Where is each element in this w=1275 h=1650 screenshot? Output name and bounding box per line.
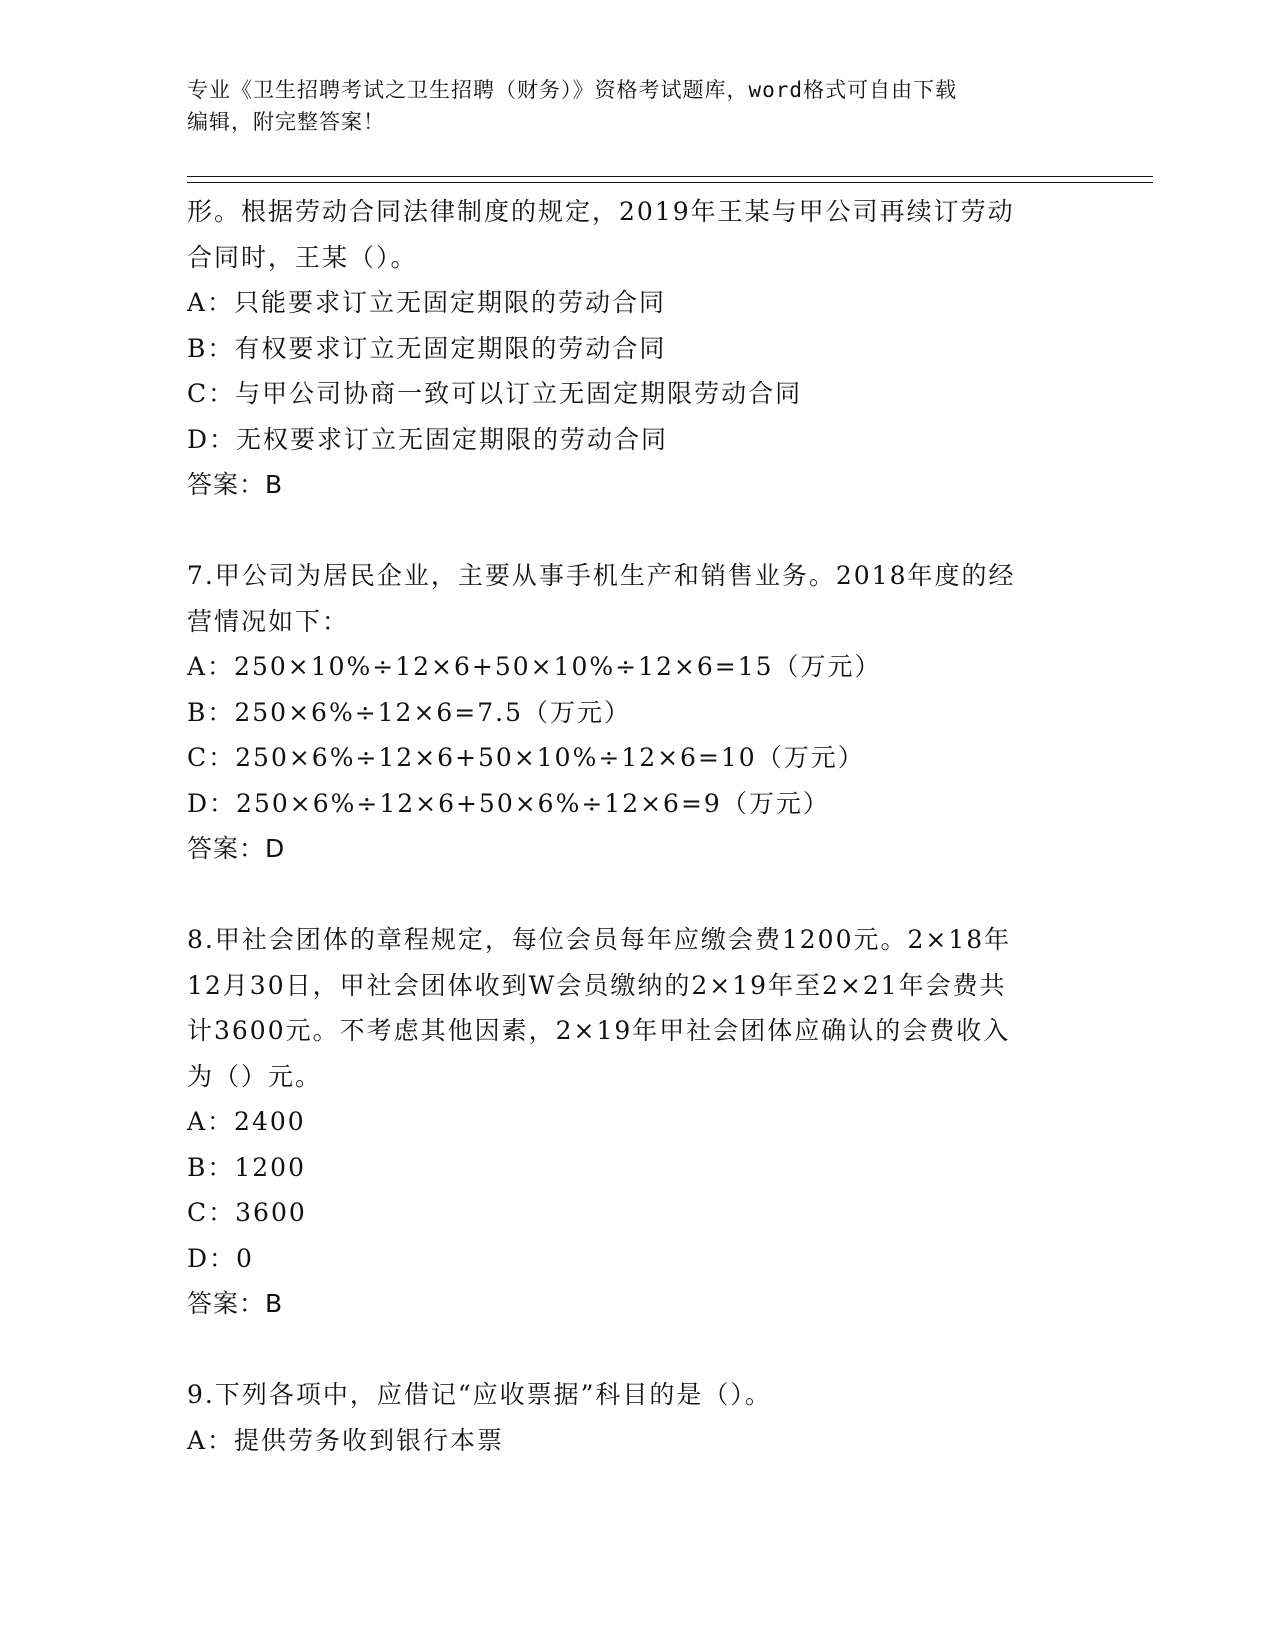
question-9: [187, 1372, 1087, 1463]
option-a: A：提供劳务收到银行本票: [187, 1425, 505, 1455]
header-line-2: 编辑，附完整答案！: [187, 110, 385, 134]
question-spacer: [187, 508, 1087, 554]
option-c: C：250×6%÷12×6+50×10%÷12×6=10（万元）: [187, 743, 865, 772]
question-stem-line: 为（）元。: [187, 1061, 323, 1091]
question-spacer: [187, 872, 1087, 918]
option-d: D：无权要求订立无固定期限的劳动合同: [187, 424, 669, 454]
question-stem-line: 合同时，王某（）。: [187, 242, 418, 272]
option-d: D：0: [187, 1243, 254, 1273]
option-c: C：与甲公司协商一致可以订立无固定期限劳动合同: [187, 379, 803, 408]
option-c: C：3600: [187, 1198, 307, 1227]
option-b: B：有权要求订立无固定期限的劳动合同: [187, 333, 667, 363]
document-header: [187, 74, 1087, 138]
header-rule-bottom: [187, 182, 1153, 183]
question-stem-line: 12月30日，甲社会团体收到W会员缴纳的2×19年至2×21年会费共: [187, 970, 1007, 1000]
question-stem-line: 营情况如下：: [187, 606, 350, 636]
option-a: A：250×10%÷12×6+50×10%÷12×6=15（万元）: [187, 652, 882, 681]
answer-label: 答案：D: [187, 834, 286, 863]
question-8: [187, 917, 1087, 1327]
question-7: [187, 553, 1087, 872]
answer-label: 答案：B: [187, 1289, 284, 1318]
question-list: [187, 189, 1087, 1463]
option-d: D：250×6%÷12×6+50×6%÷12×6=9（万元）: [187, 788, 830, 818]
question-6: [187, 189, 1087, 508]
question-stem-line: 计3600元。不考虑其他因素，2×19年甲社会团体应确认的会费收入: [187, 1016, 1011, 1045]
option-a: A：只能要求订立无固定期限的劳动合同: [187, 288, 667, 317]
header-line-1: 专业《卫生招聘考试之卫生招聘（财务）》资格考试题库，word格式可自由下载: [187, 78, 958, 102]
header-rule-top: [187, 176, 1153, 177]
answer-label: 答案：B: [187, 470, 284, 499]
question-spacer: [187, 1327, 1087, 1373]
option-a: A：2400: [187, 1107, 306, 1136]
question-stem-line: 8.甲社会团体的章程规定，每位会员每年应缴会费1200元。2×18年: [187, 925, 1012, 954]
question-stem-line: 9.下列各项中，应借记“应收票据”科目的是（）。: [187, 1380, 772, 1409]
question-stem-line: 7.甲公司为居民企业，主要从事手机生产和销售业务。2018年度的经: [187, 561, 1016, 590]
option-b: B：250×6%÷12×6=7.5（万元）: [187, 697, 632, 727]
option-b: B：1200: [187, 1152, 306, 1182]
question-stem-line: 形。根据劳动合同法律制度的规定，2019年王某与甲公司再续订劳动: [187, 197, 1015, 226]
